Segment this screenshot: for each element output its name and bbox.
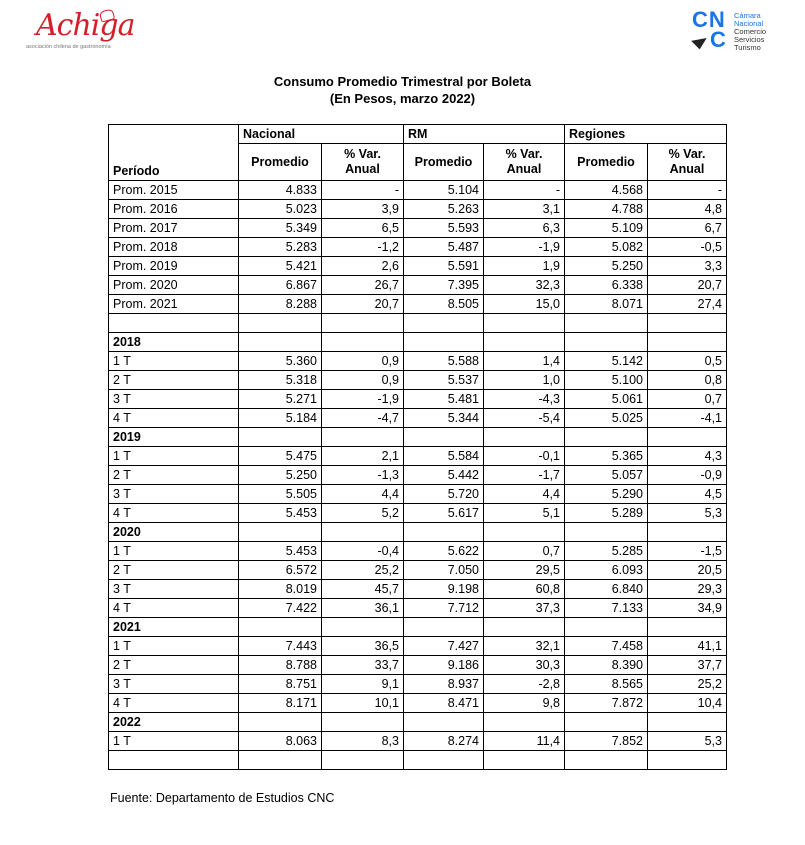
var-cell: 32,1 bbox=[484, 637, 565, 656]
table-row bbox=[109, 504, 727, 523]
promedio-cell bbox=[404, 314, 484, 333]
var-cell: 5,3 bbox=[648, 732, 727, 751]
promedio-cell: 8.171 bbox=[239, 694, 322, 713]
var-cell bbox=[648, 333, 727, 352]
cnc-line: Servicios bbox=[734, 35, 765, 44]
promedio-cell: 5.591 bbox=[404, 257, 484, 276]
promedio-cell: 5.588 bbox=[404, 352, 484, 371]
var-cell: 15,0 bbox=[484, 295, 565, 314]
table-row bbox=[109, 542, 727, 561]
promedio-cell bbox=[565, 523, 648, 542]
col-header-promedio: Promedio bbox=[239, 144, 322, 181]
var-cell: 4,4 bbox=[322, 485, 404, 504]
promedio-cell: 5.142 bbox=[565, 352, 648, 371]
table-row bbox=[109, 656, 727, 675]
year-header-row bbox=[109, 428, 727, 447]
promedio-cell: 8.505 bbox=[404, 295, 484, 314]
promedio-cell: 5.057 bbox=[565, 466, 648, 485]
table-row bbox=[109, 637, 727, 656]
year-header-row bbox=[109, 713, 727, 732]
promedio-cell: 5.184 bbox=[239, 409, 322, 428]
var-cell: 5,2 bbox=[322, 504, 404, 523]
var-cell: 0,9 bbox=[322, 371, 404, 390]
promedio-cell: 9.198 bbox=[404, 580, 484, 599]
var-cell bbox=[648, 314, 727, 333]
period-label: 3 T bbox=[109, 675, 239, 694]
var-cell: 37,3 bbox=[484, 599, 565, 618]
promedio-cell: 5.061 bbox=[565, 390, 648, 409]
table-row bbox=[109, 485, 727, 504]
var-cell: -0,4 bbox=[322, 542, 404, 561]
arrow-icon bbox=[691, 31, 709, 49]
table-row bbox=[109, 371, 727, 390]
col-header-var-line1: % Var. bbox=[668, 147, 706, 161]
promedio-cell: 5.109 bbox=[565, 219, 648, 238]
table-row bbox=[109, 580, 727, 599]
var-cell bbox=[322, 314, 404, 333]
period-label: 1 T bbox=[109, 732, 239, 751]
var-cell: 45,7 bbox=[322, 580, 404, 599]
year-header-row bbox=[109, 333, 727, 352]
table-row bbox=[109, 599, 727, 618]
var-cell: 3,1 bbox=[484, 200, 565, 219]
cnc-letters-top: CN bbox=[692, 7, 726, 32]
col-header-promedio: Promedio bbox=[565, 144, 648, 181]
promedio-cell: 5.453 bbox=[239, 504, 322, 523]
promedio-cell: 5.263 bbox=[404, 200, 484, 219]
var-cell bbox=[484, 751, 565, 770]
promedio-cell: 5.593 bbox=[404, 219, 484, 238]
var-cell: 36,5 bbox=[322, 637, 404, 656]
var-cell: 37,7 bbox=[648, 656, 727, 675]
var-cell bbox=[648, 751, 727, 770]
var-cell bbox=[484, 314, 565, 333]
promedio-cell bbox=[239, 314, 322, 333]
var-cell: 9,8 bbox=[484, 694, 565, 713]
var-cell: 25,2 bbox=[648, 675, 727, 694]
col-header-var-line2: Anual bbox=[345, 162, 380, 176]
col-header-var-line2: Anual bbox=[506, 162, 542, 176]
var-cell: -1,3 bbox=[322, 466, 404, 485]
promedio-cell: 8.565 bbox=[565, 675, 648, 694]
year-label: 2020 bbox=[109, 523, 239, 542]
var-cell: 3,9 bbox=[322, 200, 404, 219]
var-cell bbox=[322, 713, 404, 732]
promedio-cell: 6.093 bbox=[565, 561, 648, 580]
var-cell: 34,9 bbox=[648, 599, 727, 618]
period-label: 4 T bbox=[109, 599, 239, 618]
group-header-rm: RM bbox=[404, 125, 565, 144]
var-cell: 10,1 bbox=[322, 694, 404, 713]
year-header-row bbox=[109, 523, 727, 542]
year-label: 2021 bbox=[109, 618, 239, 637]
period-label: 1 T bbox=[109, 447, 239, 466]
var-cell: 60,8 bbox=[484, 580, 565, 599]
var-cell: 4,8 bbox=[648, 200, 727, 219]
promedio-cell: 5.349 bbox=[239, 219, 322, 238]
var-cell: -0,5 bbox=[648, 238, 727, 257]
var-cell: 11,4 bbox=[484, 732, 565, 751]
promedio-cell: 5.617 bbox=[404, 504, 484, 523]
table-row bbox=[109, 257, 727, 276]
source-note: Fuente: Departamento de Estudios CNC bbox=[110, 791, 335, 805]
promedio-cell: 8.788 bbox=[239, 656, 322, 675]
promedio-cell: 8.751 bbox=[239, 675, 322, 694]
var-cell bbox=[322, 428, 404, 447]
promedio-cell bbox=[239, 618, 322, 637]
col-header-var bbox=[322, 144, 404, 181]
promedio-cell bbox=[239, 713, 322, 732]
promedio-cell bbox=[565, 751, 648, 770]
period-label: 3 T bbox=[109, 485, 239, 504]
var-cell bbox=[648, 713, 727, 732]
table-row bbox=[109, 675, 727, 694]
promedio-cell: 5.487 bbox=[404, 238, 484, 257]
var-cell bbox=[484, 428, 565, 447]
period-label: 1 T bbox=[109, 637, 239, 656]
period-label bbox=[109, 751, 239, 770]
table-row bbox=[109, 732, 727, 751]
period-label bbox=[109, 314, 239, 333]
promedio-cell bbox=[239, 333, 322, 352]
table-row bbox=[109, 751, 727, 770]
table-row bbox=[109, 694, 727, 713]
var-cell bbox=[648, 618, 727, 637]
var-cell: 0,5 bbox=[648, 352, 727, 371]
promedio-cell bbox=[565, 333, 648, 352]
promedio-cell bbox=[404, 713, 484, 732]
period-label: Prom. 2020 bbox=[109, 276, 239, 295]
period-label: Prom. 2017 bbox=[109, 219, 239, 238]
period-label: Prom. 2021 bbox=[109, 295, 239, 314]
period-label: 4 T bbox=[109, 409, 239, 428]
promedio-cell: 6.572 bbox=[239, 561, 322, 580]
var-cell: 1,0 bbox=[484, 371, 565, 390]
promedio-cell: 5.289 bbox=[565, 504, 648, 523]
achiga-brand: Achiga bbox=[36, 8, 135, 43]
period-label: 1 T bbox=[109, 542, 239, 561]
table-row bbox=[109, 390, 727, 409]
var-cell bbox=[484, 333, 565, 352]
promedio-cell: 9.186 bbox=[404, 656, 484, 675]
var-cell: 29,5 bbox=[484, 561, 565, 580]
promedio-cell: 7.395 bbox=[404, 276, 484, 295]
var-cell: 0,7 bbox=[648, 390, 727, 409]
promedio-cell: 5.025 bbox=[565, 409, 648, 428]
var-cell: 26,7 bbox=[322, 276, 404, 295]
year-header-row bbox=[109, 618, 727, 637]
col-header-var bbox=[648, 144, 727, 181]
promedio-cell: 5.584 bbox=[404, 447, 484, 466]
promedio-cell: 5.100 bbox=[565, 371, 648, 390]
promedio-cell: 6.867 bbox=[239, 276, 322, 295]
var-cell: 30,3 bbox=[484, 656, 565, 675]
promedio-cell: 5.023 bbox=[239, 200, 322, 219]
var-cell bbox=[648, 523, 727, 542]
period-label: Prom. 2015 bbox=[109, 181, 239, 200]
cnc-letters bbox=[692, 7, 727, 52]
promedio-cell: 5.283 bbox=[239, 238, 322, 257]
var-cell: 8,3 bbox=[322, 732, 404, 751]
promedio-cell bbox=[404, 523, 484, 542]
var-cell: 27,4 bbox=[648, 295, 727, 314]
var-cell bbox=[484, 618, 565, 637]
var-cell: 2,1 bbox=[322, 447, 404, 466]
group-header-nacional: Nacional bbox=[239, 125, 404, 144]
period-label: 3 T bbox=[109, 390, 239, 409]
promedio-cell: 7.852 bbox=[565, 732, 648, 751]
var-cell bbox=[322, 523, 404, 542]
var-cell: 20,7 bbox=[648, 276, 727, 295]
period-label: Prom. 2016 bbox=[109, 200, 239, 219]
var-cell bbox=[648, 428, 727, 447]
cnc-line: Nacional bbox=[734, 19, 764, 28]
var-cell: 29,3 bbox=[648, 580, 727, 599]
cnc-logo bbox=[692, 7, 792, 55]
var-cell: - bbox=[322, 181, 404, 200]
promedio-cell bbox=[565, 618, 648, 637]
var-cell: -4,3 bbox=[484, 390, 565, 409]
promedio-cell: 8.063 bbox=[239, 732, 322, 751]
table-row bbox=[109, 447, 727, 466]
period-label: 1 T bbox=[109, 352, 239, 371]
promedio-cell: 5.285 bbox=[565, 542, 648, 561]
promedio-cell: 6.338 bbox=[565, 276, 648, 295]
var-cell bbox=[322, 333, 404, 352]
promedio-cell: 5.505 bbox=[239, 485, 322, 504]
year-label: 2018 bbox=[109, 333, 239, 352]
var-cell bbox=[322, 618, 404, 637]
promedio-cell: 7.133 bbox=[565, 599, 648, 618]
var-cell: 5,1 bbox=[484, 504, 565, 523]
promedio-cell: 5.365 bbox=[565, 447, 648, 466]
period-label: 4 T bbox=[109, 694, 239, 713]
var-cell: 41,1 bbox=[648, 637, 727, 656]
achiga-tagline: asociación chilena de gastronomía bbox=[26, 44, 111, 50]
col-header-promedio: Promedio bbox=[404, 144, 484, 181]
var-cell: -0,9 bbox=[648, 466, 727, 485]
promedio-cell: 5.537 bbox=[404, 371, 484, 390]
promedio-cell: 6.840 bbox=[565, 580, 648, 599]
promedio-cell: 5.453 bbox=[239, 542, 322, 561]
var-cell: 20,7 bbox=[322, 295, 404, 314]
var-cell: -4,7 bbox=[322, 409, 404, 428]
promedio-cell: 5.290 bbox=[565, 485, 648, 504]
var-cell: -1,5 bbox=[648, 542, 727, 561]
promedio-cell: 4.788 bbox=[565, 200, 648, 219]
var-cell: 0,9 bbox=[322, 352, 404, 371]
promedio-cell: 8.471 bbox=[404, 694, 484, 713]
promedio-cell: 4.568 bbox=[565, 181, 648, 200]
period-label: 2 T bbox=[109, 466, 239, 485]
var-cell: 6,5 bbox=[322, 219, 404, 238]
period-label: 2 T bbox=[109, 561, 239, 580]
promedio-cell bbox=[239, 751, 322, 770]
var-cell: 9,1 bbox=[322, 675, 404, 694]
promedio-cell: 5.360 bbox=[239, 352, 322, 371]
period-label: 3 T bbox=[109, 580, 239, 599]
var-cell: 1,4 bbox=[484, 352, 565, 371]
var-cell bbox=[484, 523, 565, 542]
var-cell: 3,3 bbox=[648, 257, 727, 276]
var-cell: -0,1 bbox=[484, 447, 565, 466]
cnc-line: Turismo bbox=[734, 43, 761, 52]
promedio-cell bbox=[404, 333, 484, 352]
promedio-cell: 7.050 bbox=[404, 561, 484, 580]
var-cell: -1,9 bbox=[484, 238, 565, 257]
promedio-cell: 7.872 bbox=[565, 694, 648, 713]
promedio-cell: 5.475 bbox=[239, 447, 322, 466]
data-table bbox=[108, 124, 727, 770]
promedio-cell: 8.390 bbox=[565, 656, 648, 675]
table-row bbox=[109, 219, 727, 238]
var-cell: 4,3 bbox=[648, 447, 727, 466]
cnc-text bbox=[734, 12, 766, 52]
promedio-cell: 5.104 bbox=[404, 181, 484, 200]
promedio-cell: 7.458 bbox=[565, 637, 648, 656]
promedio-cell: 5.481 bbox=[404, 390, 484, 409]
var-cell: 32,3 bbox=[484, 276, 565, 295]
promedio-cell: 5.720 bbox=[404, 485, 484, 504]
var-cell: 5,3 bbox=[648, 504, 727, 523]
var-cell bbox=[484, 713, 565, 732]
var-cell: -1,7 bbox=[484, 466, 565, 485]
col-header-var-line1: % Var. bbox=[344, 147, 381, 161]
promedio-cell: 7.422 bbox=[239, 599, 322, 618]
promedio-cell: 8.274 bbox=[404, 732, 484, 751]
promedio-cell bbox=[565, 314, 648, 333]
promedio-cell: 5.318 bbox=[239, 371, 322, 390]
page-subtitle: (En Pesos, marzo 2022) bbox=[329, 91, 476, 106]
achiga-logo bbox=[22, 8, 152, 50]
table-row bbox=[109, 276, 727, 295]
promedio-cell: 5.271 bbox=[239, 390, 322, 409]
var-cell: 20,5 bbox=[648, 561, 727, 580]
var-cell: -1,9 bbox=[322, 390, 404, 409]
var-cell: 33,7 bbox=[322, 656, 404, 675]
promedio-cell bbox=[404, 618, 484, 637]
col-header-var-line2: Anual bbox=[669, 162, 705, 176]
var-cell: 25,2 bbox=[322, 561, 404, 580]
col-header-var-line1: % Var. bbox=[505, 147, 543, 161]
table-row bbox=[109, 561, 727, 580]
promedio-cell: 5.250 bbox=[565, 257, 648, 276]
period-label: 4 T bbox=[109, 504, 239, 523]
var-cell: - bbox=[484, 181, 565, 200]
promedio-cell: 8.019 bbox=[239, 580, 322, 599]
var-cell: 0,7 bbox=[484, 542, 565, 561]
promedio-cell: 7.712 bbox=[404, 599, 484, 618]
table-row bbox=[109, 466, 727, 485]
promedio-cell bbox=[239, 523, 322, 542]
promedio-cell bbox=[404, 428, 484, 447]
var-cell: 6,3 bbox=[484, 219, 565, 238]
promedio-cell: 8.937 bbox=[404, 675, 484, 694]
table-row bbox=[109, 200, 727, 219]
promedio-cell: 5.622 bbox=[404, 542, 484, 561]
var-cell bbox=[322, 751, 404, 770]
promedio-cell: 5.344 bbox=[404, 409, 484, 428]
var-cell: -4,1 bbox=[648, 409, 727, 428]
table-row bbox=[109, 352, 727, 371]
promedio-cell bbox=[239, 428, 322, 447]
period-label: 2 T bbox=[109, 656, 239, 675]
var-cell: -1,2 bbox=[322, 238, 404, 257]
page-title: Consumo Promedio Trimestral por Boleta bbox=[273, 74, 532, 89]
var-cell: -5,4 bbox=[484, 409, 565, 428]
year-label: 2019 bbox=[109, 428, 239, 447]
promedio-cell: 5.250 bbox=[239, 466, 322, 485]
promedio-cell: 5.421 bbox=[239, 257, 322, 276]
period-header: Período bbox=[109, 125, 239, 181]
table-row bbox=[109, 409, 727, 428]
col-header-var bbox=[484, 144, 565, 181]
year-label: 2022 bbox=[109, 713, 239, 732]
promedio-cell bbox=[565, 713, 648, 732]
table-row bbox=[109, 181, 727, 200]
table-row bbox=[109, 238, 727, 257]
var-cell: 10,4 bbox=[648, 694, 727, 713]
promedio-cell bbox=[404, 751, 484, 770]
period-label: 2 T bbox=[109, 371, 239, 390]
promedio-cell: 7.443 bbox=[239, 637, 322, 656]
promedio-cell: 5.442 bbox=[404, 466, 484, 485]
period-label: Prom. 2019 bbox=[109, 257, 239, 276]
promedio-cell: 5.082 bbox=[565, 238, 648, 257]
var-cell: 1,9 bbox=[484, 257, 565, 276]
cnc-letters-bottom: C bbox=[710, 27, 727, 52]
var-cell: 4,5 bbox=[648, 485, 727, 504]
var-cell: 2,6 bbox=[322, 257, 404, 276]
var-cell: 0,8 bbox=[648, 371, 727, 390]
table-row bbox=[109, 295, 727, 314]
var-cell: 36,1 bbox=[322, 599, 404, 618]
var-cell: 4,4 bbox=[484, 485, 565, 504]
group-header-regiones: Regiones bbox=[565, 125, 727, 144]
cnc-line: Comercio bbox=[734, 27, 767, 36]
var-cell: -2,8 bbox=[484, 675, 565, 694]
period-label: Prom. 2018 bbox=[109, 238, 239, 257]
promedio-cell: 4.833 bbox=[239, 181, 322, 200]
promedio-cell: 7.427 bbox=[404, 637, 484, 656]
table-row bbox=[109, 314, 727, 333]
promedio-cell bbox=[565, 428, 648, 447]
promedio-cell: 8.288 bbox=[239, 295, 322, 314]
var-cell: - bbox=[648, 181, 727, 200]
promedio-cell: 8.071 bbox=[565, 295, 648, 314]
cnc-line: Cámara bbox=[734, 11, 761, 20]
var-cell: 6,7 bbox=[648, 219, 727, 238]
